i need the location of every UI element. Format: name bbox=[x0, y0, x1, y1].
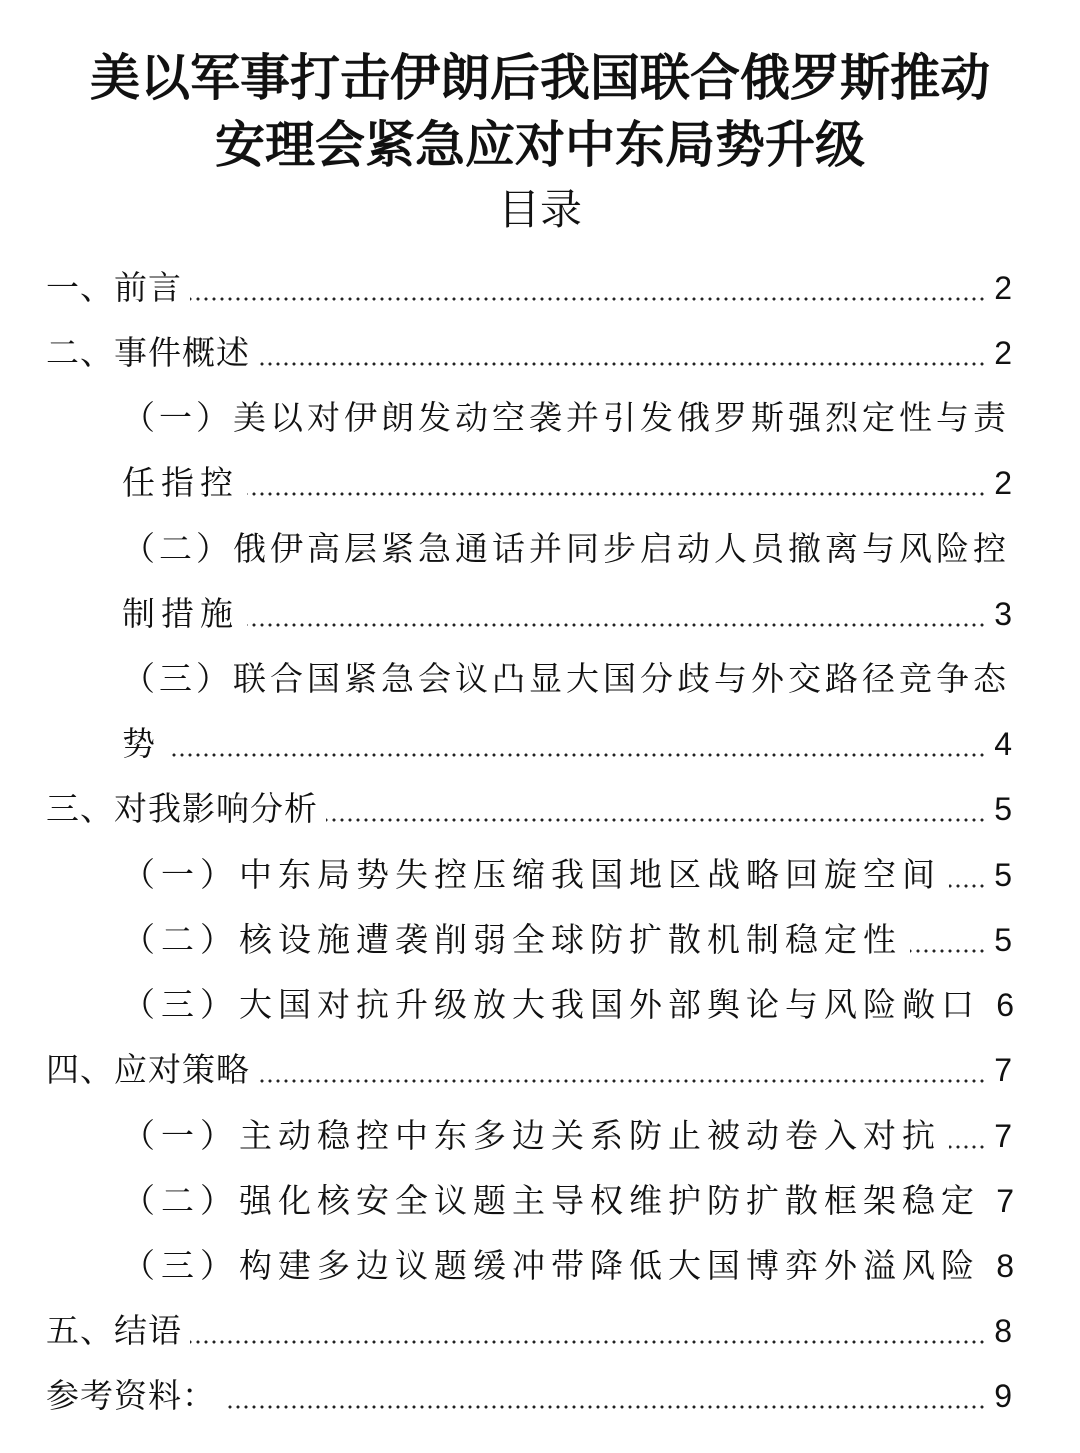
toc-entry-label: 五、结语 bbox=[46, 1311, 182, 1350]
toc-entry-2-3-line1[interactable] bbox=[0, 657, 1080, 701]
toc-leader-dots bbox=[910, 949, 986, 953]
document-title-line1: 美以军事打击伊朗后我国联合俄罗斯推动 bbox=[90, 49, 990, 107]
toc-entry-2-1-line1[interactable] bbox=[0, 396, 1080, 440]
toc-leader-dots bbox=[190, 1340, 986, 1344]
toc-entry-references[interactable] bbox=[0, 1374, 1080, 1418]
toc-leader-dots bbox=[949, 884, 986, 888]
toc-leader-dots bbox=[169, 753, 986, 757]
toc-page-number: 7 bbox=[994, 1118, 1012, 1154]
toc-leader-dots bbox=[190, 297, 986, 301]
toc-page-number: 6 bbox=[996, 987, 1014, 1023]
toc-entry-response-strategy[interactable] bbox=[0, 1048, 1080, 1092]
toc-heading: 目录 bbox=[497, 185, 582, 234]
toc-page-number: 4 bbox=[994, 726, 1012, 762]
toc-leader-dots bbox=[258, 362, 986, 366]
toc-entry-2-2-line1[interactable] bbox=[0, 527, 1080, 571]
toc-leader-dots bbox=[949, 1145, 986, 1149]
toc-entry-label-continued: 制措施 bbox=[122, 594, 239, 633]
document-title-line2: 安理会紧急应对中东局势升级 bbox=[215, 116, 865, 174]
toc-entry-2-3-line2[interactable] bbox=[0, 722, 1080, 766]
toc-page-number: 3 bbox=[994, 596, 1012, 632]
toc-entry-preface[interactable] bbox=[0, 266, 1080, 310]
toc-leader-dots bbox=[326, 818, 986, 822]
toc-entry-label: 二、事件概述 bbox=[46, 333, 250, 372]
toc-leader-dots bbox=[247, 492, 986, 496]
toc-entry-label: （一）主动稳控中东多边关系防止被动卷入对抗 bbox=[122, 1116, 941, 1155]
toc-entry-label: （一）美以对伊朗发动空袭并引发俄罗斯强烈定性与责 bbox=[122, 398, 1010, 437]
toc-entry-label: （二）俄伊高层紧急通话并同步启动人员撤离与风险控 bbox=[122, 529, 1010, 568]
toc-page-number: 7 bbox=[996, 1183, 1014, 1219]
toc-entry-4-2[interactable] bbox=[0, 1179, 1080, 1223]
toc-entry-3-3[interactable] bbox=[0, 983, 1080, 1027]
toc-entry-label: 三、对我影响分析 bbox=[46, 789, 318, 828]
toc-entry-label-continued: 任指控 bbox=[122, 463, 239, 502]
toc-entry-impact-analysis[interactable] bbox=[0, 787, 1080, 831]
toc-entry-label: （三）大国对抗升级放大我国外部舆论与风险敞口 bbox=[122, 985, 980, 1024]
toc-page-number: 2 bbox=[994, 270, 1012, 306]
toc-entry-3-2[interactable] bbox=[0, 918, 1080, 962]
toc-entry-label: （三）构建多边议题缓冲带降低大国博弈外溢风险 bbox=[122, 1246, 980, 1285]
toc-page-number: 2 bbox=[994, 335, 1012, 371]
toc-leader-dots bbox=[258, 1079, 986, 1083]
toc-page-number: 5 bbox=[994, 922, 1012, 958]
toc-entry-4-1[interactable] bbox=[0, 1114, 1080, 1158]
toc-page-number: 5 bbox=[994, 791, 1012, 827]
toc-entry-label: （二）核设施遭袭削弱全球防扩散机制稳定性 bbox=[122, 920, 902, 959]
toc-entry-label: 四、应对策略 bbox=[46, 1050, 250, 1089]
toc-entry-4-3[interactable] bbox=[0, 1244, 1080, 1288]
toc-entry-event-overview[interactable] bbox=[0, 331, 1080, 375]
toc-entry-label: （三）联合国紧急会议凸显大国分歧与外交路径竞争态 bbox=[122, 659, 1010, 698]
toc-entry-label-continued: 势 bbox=[122, 724, 161, 763]
toc-entry-label: 一、前言 bbox=[46, 268, 182, 307]
toc-page-number: 2 bbox=[994, 465, 1012, 501]
toc-leader-dots bbox=[224, 1405, 986, 1409]
toc-page-number: 5 bbox=[994, 857, 1012, 893]
toc-page-number: 7 bbox=[994, 1052, 1012, 1088]
toc-entry-2-2-line2[interactable] bbox=[0, 592, 1080, 636]
toc-entry-3-1[interactable] bbox=[0, 853, 1080, 897]
toc-entry-label: （二）强化核安全议题主导权维护防扩散框架稳定 bbox=[122, 1181, 980, 1220]
toc-page-number: 8 bbox=[994, 1313, 1012, 1349]
toc-leader-dots bbox=[247, 623, 986, 627]
toc-entry-2-1-line2[interactable] bbox=[0, 461, 1080, 505]
toc-entry-label: 参考资料： bbox=[46, 1376, 216, 1415]
toc-page-number: 9 bbox=[994, 1378, 1012, 1414]
toc-page-number: 8 bbox=[996, 1248, 1014, 1284]
toc-entry-label: （一）中东局势失控压缩我国地区战略回旋空间 bbox=[122, 855, 941, 894]
toc-entry-conclusion[interactable] bbox=[0, 1309, 1080, 1353]
